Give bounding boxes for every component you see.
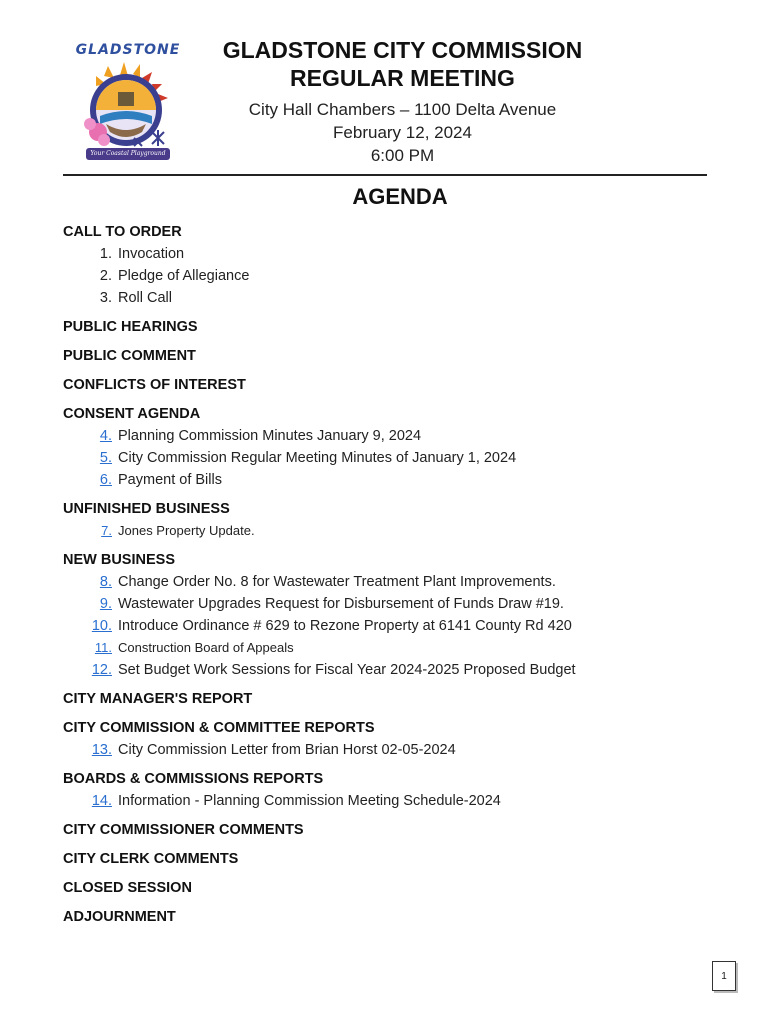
agenda-item [63,447,743,469]
agenda-section [63,221,743,309]
agenda-title: AGENDA [352,184,448,209]
agenda-item [63,615,743,637]
item-text: Introduce Ordinance # 629 to Rezone Property at 6141 County Rd 420 [118,618,572,634]
agenda-section [63,717,743,761]
agenda-item [63,520,743,542]
agenda-section [63,316,743,338]
section-heading: UNFINISHED BUSINESS [63,501,230,517]
attachment-link[interactable]: 9. [99,596,112,612]
agenda-item [63,571,743,593]
item-text: Jones Property Update. [118,523,255,538]
section-heading: PUBLIC COMMENT [63,348,196,364]
item-number: 3. [99,290,112,306]
attachment-link[interactable]: 8. [99,574,112,590]
item-text: Set Budget Work Sessions for Fiscal Year 2024-2025 Proposed Budget [118,662,576,678]
agenda-section [63,374,743,396]
section-heading: NEW BUSINESS [63,552,175,568]
attachment-link[interactable]: 14. [91,793,112,809]
section-heading: PUBLIC HEARINGS [63,319,198,335]
agenda-section [63,906,743,928]
section-heading: BOARDS & COMMISSIONS REPORTS [63,771,324,787]
item-text: Information - Planning Commission Meeting Schedule-2024 [118,793,501,809]
section-heading: CLOSED SESSION [63,880,192,896]
logo-wordmark: GLADSTONE [75,42,181,58]
item-text: Pledge of Allegiance [118,268,250,284]
item-text: Change Order No. 8 for Wastewater Treatment Plant Improvements. [118,574,556,590]
attachment-link[interactable]: 11. [94,640,112,655]
agenda-section [63,768,743,812]
agenda-body [63,221,743,935]
attachment-link[interactable]: 7. [101,523,112,538]
section-heading: CALL TO ORDER [63,224,182,240]
agenda-item [63,469,743,491]
meeting-date: February 12, 2024 [333,123,472,142]
item-text: City Commission Letter from Brian Horst 02-05-2024 [118,742,456,758]
agenda-section [63,549,743,681]
meeting-location: City Hall Chambers – 1100 Delta Avenue [248,100,557,119]
agenda-section [63,345,743,367]
item-text: Planning Commission Minutes January 9, 2024 [118,428,422,444]
page-number: 1 [712,961,736,991]
section-heading: CITY MANAGER'S REPORT [63,691,253,707]
meeting-title-line1: GLADSTONE CITY COMMISSION [222,37,583,63]
attachment-link[interactable]: 5. [99,450,112,466]
agenda-section [63,498,743,542]
agenda-section [63,688,743,710]
meeting-time: 6:00 PM [370,146,435,165]
meeting-title-line2: REGULAR MEETING [290,65,515,91]
agenda-item [63,593,743,615]
city-logo [62,40,194,166]
agenda-item [63,739,743,761]
item-text: City Commission Regular Meeting Minutes of January 1, 2024 [118,450,517,466]
section-heading: CITY COMMISSION & COMMITTEE REPORTS [63,720,375,736]
section-heading: CONSENT AGENDA [63,406,201,422]
agenda-section [63,819,743,841]
section-heading: ADJOURNMENT [63,909,176,925]
section-heading: CONFLICTS OF INTEREST [63,377,246,393]
item-number: 1. [99,246,112,262]
item-number: 2. [99,268,112,284]
attachment-link[interactable]: 12. [91,662,112,678]
agenda-item [63,637,743,659]
agenda-section [63,877,743,899]
meeting-header [200,36,605,167]
item-text: Payment of Bills [118,472,222,488]
section-heading: CITY CLERK COMMENTS [63,851,239,867]
agenda-item [63,425,743,447]
agenda-item [63,659,743,681]
item-text: Wastewater Upgrades Request for Disbursement of Funds Draw #19. [118,596,564,612]
agenda-section [63,403,743,491]
agenda-item [63,287,743,309]
agenda-item [63,243,743,265]
city-seal-icon [78,62,178,152]
attachment-link[interactable]: 13. [91,742,112,758]
attachment-link[interactable]: 6. [99,472,112,488]
item-text: Invocation [118,246,185,262]
item-text: Construction Board of Appeals [118,640,294,655]
header-divider [63,174,707,176]
section-heading: CITY COMMISSIONER COMMENTS [63,822,304,838]
agenda-item [63,790,743,812]
attachment-link[interactable]: 4. [99,428,112,444]
logo-tagline: Your Coastal Playground [86,148,170,160]
agenda-section [63,848,743,870]
agenda-item [63,265,743,287]
item-text: Roll Call [118,290,172,306]
attachment-link[interactable]: 10. [91,618,112,634]
